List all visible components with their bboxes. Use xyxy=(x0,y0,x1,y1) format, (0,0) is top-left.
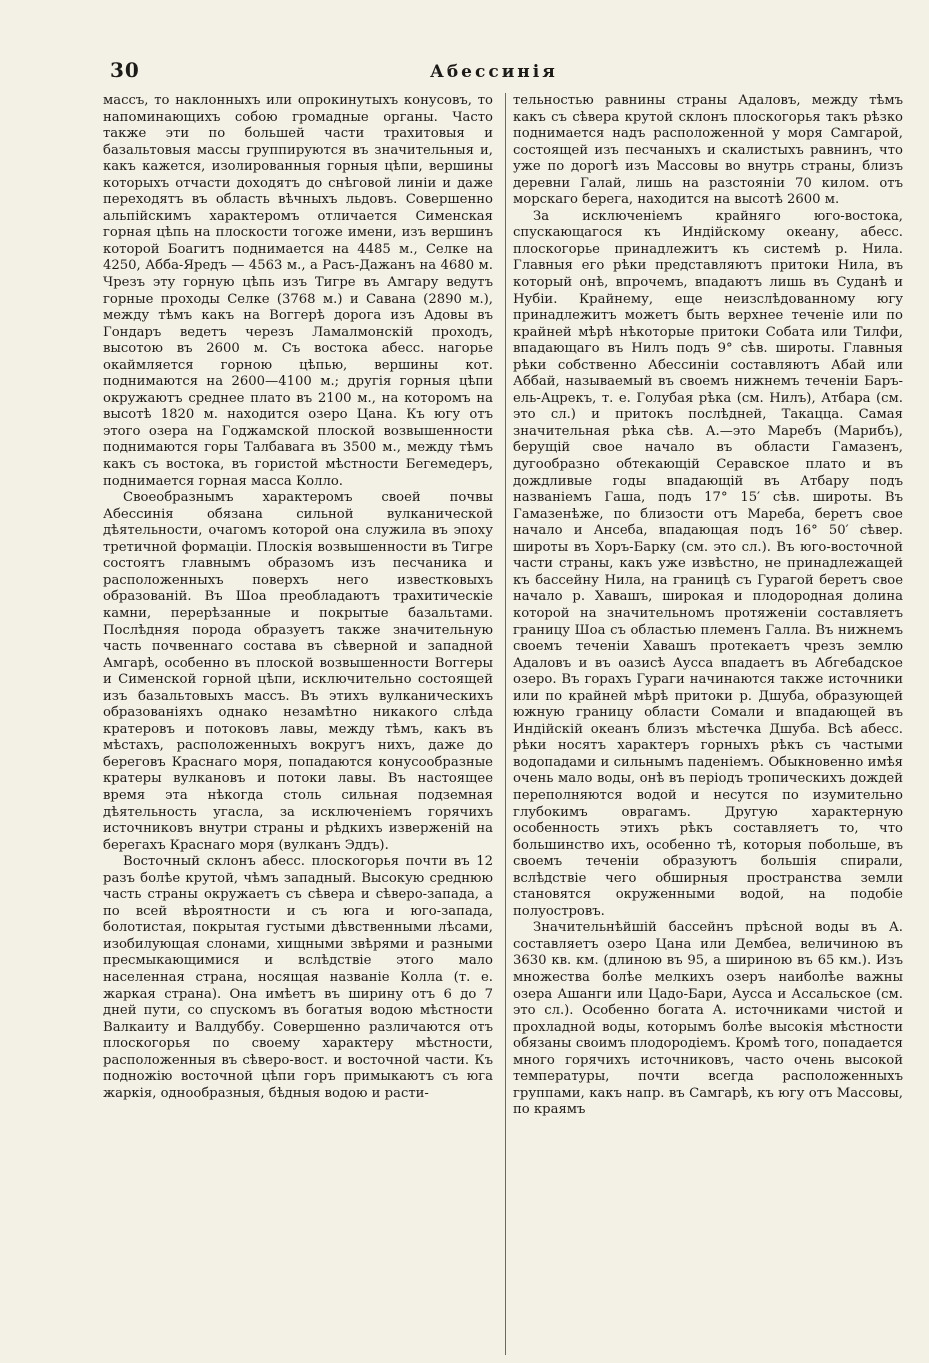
page-number: 30 xyxy=(110,58,140,82)
right-column xyxy=(511,93,903,1355)
paragraph: Восточный склонъ абесс. плоскогорья почти въ 12 разъ болѣе крутой, чѣмъ западный. Высокую среднюю часть страны окружаетъ съ сѣвера и сѣверо-запада, а по всей вѣроятности и съ юга и юго-запада, болотистая, покрытая густыми дѣвственными лѣсами, изобилующая слонами, хищными звѣрями и разными пресмыкающимися и вслѣдствіе этого мало населенная страна, носящая названіе Колла (т. е. жаркая страна). Она имѣетъ въ ширину отъ 6 до 7 дней пути, со спускомъ въ богатыя водою мѣстности Валкаиту и Валдуббу. Совершенно различаются отъ плоскогорья по своему характеру мѣстности, расположенныя въ сѣверо-вост. и восточной части. Къ подножію восточной цѣпи горъ примыкаютъ съ юга жаркія, однообразныя, бѣдныя водою и расти- xyxy=(103,854,493,1101)
running-head: Абессинія xyxy=(430,62,558,82)
paragraph: За исключеніемъ крайняго юго-востока, спускающагося къ Индійскому океану, абесс. плоскогорье принадлежитъ къ системѣ р. Нила. Главныя его рѣки представляютъ притоки Нила, въ который онѣ, впрочемъ, впадаютъ лишь въ Суданѣ и Нубіи. Крайнему, еще неизслѣдованному югу принадлежитъ можетъ быть верхнее теченіе или по крайней мѣрѣ нѣкоторые притоки Собата или Тилфи, впадающаго въ Нилъ подъ 9° сѣв. широты. Главныя рѣки собственно Абессиніи составляютъ Абай или Аббай, называемый въ своемъ нижнемъ теченіи Баръ-ель-Ацрекъ, т. е. Голубая рѣка (см. Нилъ), Атбара (см. это сл.) и притокъ послѣдней, Такацца. Самая значительная рѣка сѣв. А.—это Маребъ (Марибъ), берущій свое начало въ области Гамазенъ, дугообразно обтекающій Серавское плато и въ дождливые годы впадающій въ Атбару подъ названіемъ Гаша, подъ 17° 15′ сѣв. широты. Въ Гамазенѣже, по близости отъ Мареба, беретъ свое начало и Ансеба, впадающая подъ 16° 50′ сѣвер. широты въ Хоръ-Барку (см. это сл.). Въ юго-восточной части страны, какъ уже извѣстно, не принадлежащей къ бассейну Нила, на границѣ съ Гурагой беретъ свое начало р. Хавашъ, широкая и плодородная долина которой на значительномъ протяженіи составляетъ границу Шоа съ областью племенъ Галла. Въ нижнемъ своемъ теченіи Хавашъ протекаетъ чрезъ землю Адаловъ и въ оазисѣ Аусса впадаетъ въ Абгебадское озеро. Въ горахъ Гураги начинаются также источники или по крайней мѣрѣ притоки р. Дшуба, образующей южную границу области Сомали и впадающей въ Индійскій океанъ близъ мѣстечка Дшуба. Всѣ абесс. рѣки носятъ характеръ горныхъ рѣкъ съ частыми водопадами и сильнымъ паденіемъ. Обыкновенно имѣя очень мало воды, онѣ въ періодъ тропическихъ дождей переполняются водой и несутся по изумительно глубокимъ оврагамъ. Другую характерную особенность этихъ рѣкъ составляетъ то, что большинство ихъ, особенно тѣ, которыя побольше, въ своемъ теченіи образуютъ большія спирали, вслѣдствіе чего обширныя пространства земли становятся окруженными водой, на подобіе полуостровъ. xyxy=(513,208,903,919)
paragraph: Своеобразнымъ характеромъ своей почвы Абессинія обязана сильной вулканической дѣятельности, очагомъ которой она служила въ эпоху третичной формаціи. Плоскія возвышенности въ Тигре состоятъ главнымъ образомъ изъ песчаника и расположенныхъ поверхъ него известковыхъ образованій. Въ Шоа преобладаютъ трахитическіе камни, перерѣзанные и покрытые базальтами. Послѣдняя порода образуетъ также значительную часть почвеннаго состава въ сѣверной и западной Амгарѣ, особенно въ плоской возвышенности Воггеры и Сименской горной цѣпи, исключительно состоящей изъ базальтовыхъ массъ. Въ этихъ вулканическихъ образованіяхъ однако незамѣтно никакого слѣда кратеровъ и потоковъ лавы, между тѣмъ, какъ въ мѣстахъ, расположенныхъ вокругъ нихъ, даже до береговъ Краснаго моря, попадаются конусообразные кратеры вулкановъ и потоки лавы. Въ настоящее время эта нѣкогда столь сильная подземная дѣятельность угасла, за исключеніемъ горячихъ источниковъ внутри страны и рѣдкихъ изверженій на берегахъ Краснаго моря (вулканъ Эддъ). xyxy=(103,490,493,853)
text-columns xyxy=(103,93,903,1355)
paragraph: массъ, то наклонныхъ или опрокинутыхъ конусовъ, то напоминающихъ собою громадные органы. Часто также эти по большей части трахитовыя и базальтовыя массы группируются въ значительныя и, какъ кажется, изолированныя горныя цѣпи, вершины которыхъ отчасти доходятъ до снѣговой линіи и даже переходятъ въ область вѣчныхъ льдовъ. Совершенно альпійскимъ характеромъ отличается Сименская горная цѣпь на плоскости тогоже имени, изъ вершинъ которой Боагитъ поднимается на 4485 м., Селке на 4250, Абба-Яредъ — 4563 м., а Расъ-Дажанъ на 4680 м. Чрезъ эту горную цѣпь изъ Тигре въ Амгару ведутъ горные проходы Селке (3768 м.) и Савана (2890 м.), между тѣмъ какъ на Воггерѣ дорога изъ Адовы въ Гондаръ ведетъ черезъ Ламалмонскій проходъ, высотою въ 2600 м. Съ востока абесс. нагорье окаймляется горною цѣпью, вершины кот. поднимаются на 2600—4100 м.; другія горныя цѣпи окружаютъ среднее плато въ 2100 м., на которомъ на высотѣ 1820 м. находится озеро Цана. Къ югу отъ этого озера на Годжамской плоской возвышенности поднимаются горы Талбавага въ 3500 м., между тѣмъ какъ съ востока, въ гористой мѣстности Бегемедеръ, поднимается горная масса Колло. xyxy=(103,93,493,489)
paragraph: Значительнѣйшій бассейнъ прѣсной воды въ А. составляетъ озеро Цана или Дембеа, величиною въ 3630 кв. км. (длиною въ 95, а шириною въ 65 км.). Изъ множества болѣе мелкихъ озеръ наиболѣе важны озера Ашанги или Цадо-Бари, Аусса и Ассальское (см. это сл.). Особенно богата А. источниками чистой и прохладной воды, которымъ болѣе высокія мѣстности обязаны своимъ плодородіемъ. Кромѣ того, попадается много горячихъ источниковъ, часто очень высокой температуры, почти всегда расположенныхъ группами, какъ напр. въ Самгарѣ, къ югу отъ Массовы, по краямъ xyxy=(513,920,903,1118)
column-divider xyxy=(505,93,506,1355)
paragraph: тельностью равнины страны Адаловъ, между тѣмъ какъ съ сѣвера крутой склонъ плоскогорья такъ рѣзко поднимается надъ расположенной у моря Самгарой, состоящей изъ песчаныхъ и скалистыхъ равнинъ, что уже по дорогѣ изъ Массовы во внутрь страны, близъ деревни Галай, лишь на разстояніи 70 килом. отъ морскаго берега, находится на высотѣ 2600 м. xyxy=(513,93,903,208)
left-column xyxy=(103,93,500,1355)
